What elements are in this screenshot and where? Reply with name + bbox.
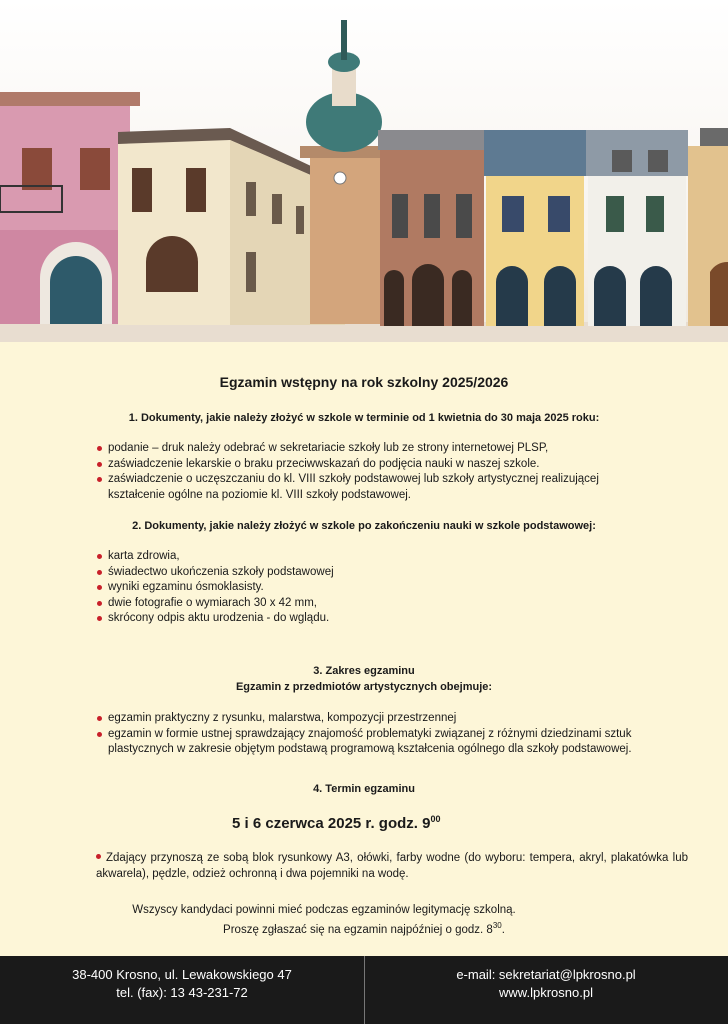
section3-list [96,711,666,758]
list-item: karta zdrowia, [96,549,616,565]
footer-address: 38-400 Krosno, ul. Lewakowskiego 47 [72,967,292,982]
equipment-note: Zdający przynoszą ze sobą blok rysunkowy A3, ołówki, farby wodne (do wyboru: tempera, akryl, plakatówka lub akwarela), pędzle, odzież ochronną i dwa pojemniki na wodę. [96,852,688,880]
list-item: wyniki egzaminu ósmoklasisty. [96,580,616,596]
footer-website[interactable]: www.lpkrosno.pl [499,985,593,1000]
section1-list [96,441,616,503]
orange-building [688,128,728,326]
church-tower [300,20,388,324]
section1-heading: 1. Dokumenty, jakie należy złożyć w szkole w terminie od 1 kwietnia do 30 maja 2025 roku: [128,412,600,424]
section2-list [96,549,616,627]
white-building [586,130,688,326]
closing-note [0,902,728,938]
closing-line2: Proszę zgłaszać się na egzamin najpóźniej o godz. $8^{30}$. [223,921,505,936]
section4-heading: 4. Termin egzaminu [313,783,415,795]
exam-date: 5 i 6 czerwca 2025 r. godz. $9^{00}$ [232,814,441,832]
list-item: skrócony odpis aktu urodzenia - do wglądu. [96,611,616,627]
closing-line1: Wszyscy kandydaci powinni mieć podczas egzaminów legitymację szkolną. [132,904,516,916]
section2-heading: 2. Dokumenty, jakie należy złożyć w szkole po zakończeniu nauki w szkole podstawowej: [132,520,596,532]
section3-subheading: Egzamin z przedmiotów artystycznych obejmuje: [235,681,493,693]
footer-contact-block [364,966,728,1002]
exam-info [0,342,728,956]
list-item: egzamin praktyczny z rysunku, malarstwa, kompozycji przestrzennej [96,711,666,727]
page-title: Egzamin wstępny na rok szkolny 2025/2026 [219,374,509,390]
footer-phone: tel. (fax): 13 43-231-72 [116,985,248,1000]
yellow-building [484,130,586,326]
list-item: podanie – druk należy odebrać w sekretariacie szkoły lub ze strony internetowej PLSP, [96,441,616,457]
footer-email[interactable]: e-mail: sekretariat@lpkrosno.pl [456,967,636,982]
list-item: egzamin w formie ustnej sprawdzający znajomość problematyki związanej z różnymi dziedzinami sztuk plastycznych w zakresie objętym podstawą programową kształcenia ogólnego dla szkoły podstawowej. [96,727,666,758]
footer-address-block [0,966,364,1002]
list-item: świadectwo ukończenia szkoły podstawowej [96,565,616,581]
list-item: zaświadczenie o uczęszczaniu do kl. VIII szkoły podstawowej lub szkoły artystycznej realizującej kształcenie ogólne na poziomie kl. VIII szkoły podstawowej. [96,472,616,503]
buildings-illustration [0,0,728,342]
section3-heading: 3. Zakres egzaminu [313,665,415,677]
list-item: dwie fotografie o wymiarach 30 x 42 mm, [96,596,616,612]
footer [0,956,728,1024]
list-item: zaświadczenie lekarskie o braku przeciwwskazań do podjęcia nauki w naszej szkole. [96,457,616,473]
brick-building [378,130,486,326]
hero-illustration [0,0,728,342]
